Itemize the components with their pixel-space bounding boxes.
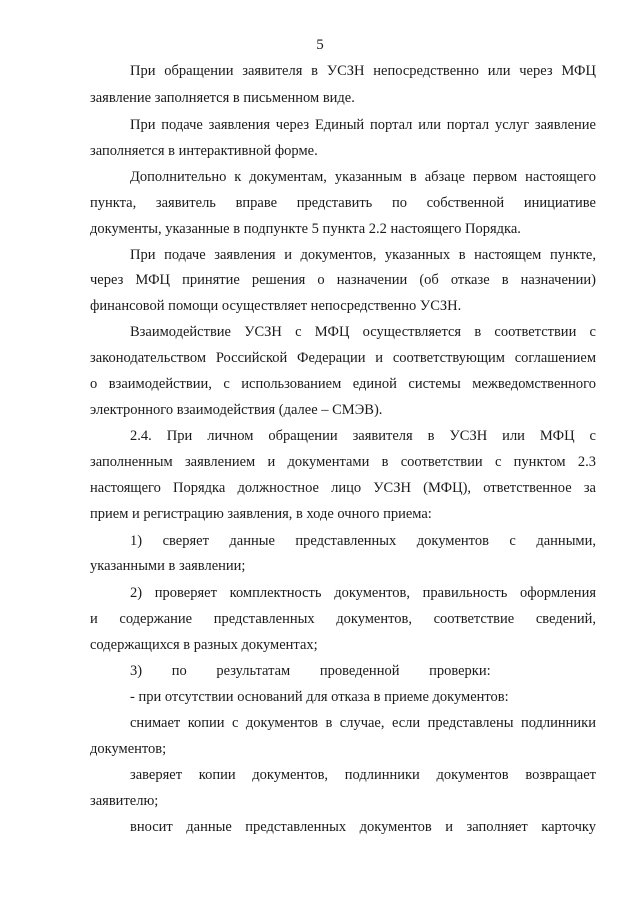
text-line: Дополнительно к документам, указанным в абзаце первом настоящего [130, 169, 596, 185]
text-line: документов; [90, 741, 167, 757]
text-line: пункта, заявитель вправе представить по собственной инициативе [90, 195, 596, 211]
text-line: электронного взаимодействия (далее – СМЭВ). [90, 402, 383, 418]
text-line: указанными в заявлении; [90, 558, 246, 574]
text-line: - при отсутствии оснований для отказа в приеме документов: [130, 689, 509, 705]
text-line: и содержание представленных документов, соответствие сведений, [90, 611, 596, 627]
text-line: 2) проверяет комплектность документов, правильность оформления [130, 585, 596, 601]
text-line: содержащихся в разных документах; [90, 637, 318, 653]
text-line: документы, указанные в подпункте 5 пункта 2.2 настоящего Порядка. [90, 221, 521, 237]
text-line: финансовой помощи осуществляет непосредственно УСЗН. [90, 298, 462, 314]
text-line: заявителю; [90, 793, 159, 809]
text-line: заполняется в интерактивной форме. [90, 143, 318, 159]
text-line: При обращении заявителя в УСЗН непосредственно или через МФЦ [130, 63, 596, 79]
text-line: настоящего Порядка должностное лицо УСЗН (МФЦ), ответственное за [90, 480, 596, 496]
text-line: через МФЦ принятие решения о назначении (об отказе в назначении) [90, 272, 596, 288]
text-line: заявление заполняется в письменном виде. [90, 90, 355, 106]
text-line: 3) по результатам проведенной проверки: [130, 663, 491, 679]
page-number: 5 [316, 37, 324, 53]
text-line: заполненным заявлением и документами в соответствии с пунктом 2.3 [90, 454, 596, 470]
text-line: прием и регистрацию заявления, в ходе очного приема: [90, 506, 432, 522]
text-line: 2.4. При личном обращении заявителя в УСЗН или МФЦ с [130, 428, 596, 444]
text-line: При подаче заявления и документов, указанных в настоящем пункте, [130, 247, 596, 263]
text-line: законодательством Российской Федерации и соответствующим соглашением [90, 350, 596, 366]
text-line: о взаимодействии, с использованием единой системы межведомственного [90, 376, 596, 392]
text-line: При подаче заявления через Единый портал или портал услуг заявление [130, 117, 596, 133]
text-line: Взаимодействие УСЗН с МФЦ осуществляется в соответствии с [130, 324, 596, 340]
text-line: снимает копии с документов в случае, если представлены подлинники [130, 715, 596, 731]
text-line: 1) сверяет данные представленных документов с данными, [130, 533, 596, 549]
text-line: заверяет копии документов, подлинники документов возвращает [130, 767, 596, 783]
text-line: вносит данные представленных документов и заполняет карточку [130, 819, 596, 835]
